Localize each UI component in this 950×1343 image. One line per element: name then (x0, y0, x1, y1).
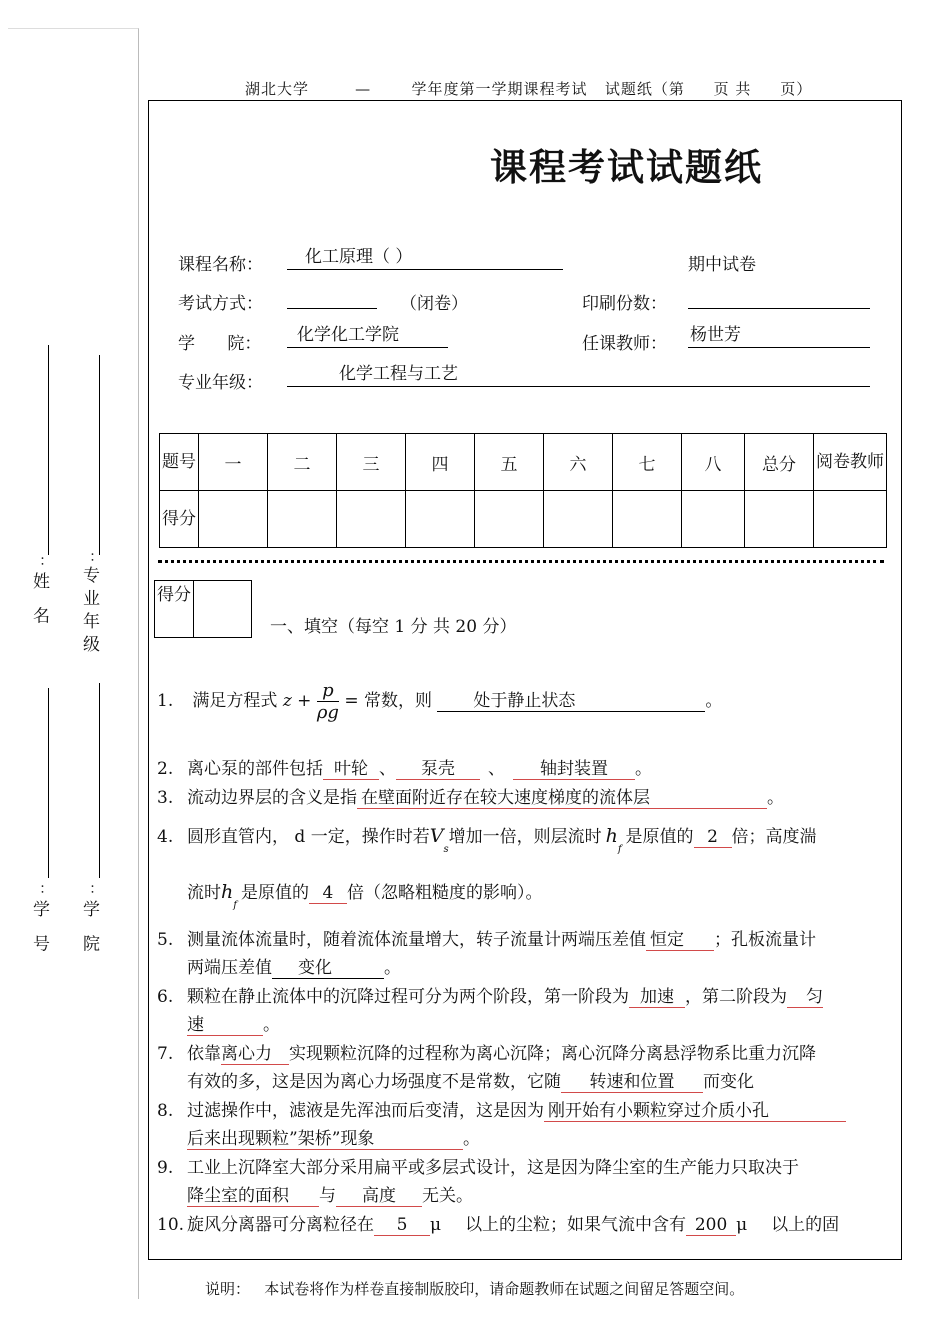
question-6-line-2 (187, 1010, 280, 1036)
answer-blank[interactable]: 泵壳 (396, 754, 480, 780)
page-header: 湖北大学 — 学年度第一学期课程考试 试题纸（第 页 共 页） (245, 80, 813, 98)
col-5: 五 (475, 434, 544, 491)
major-field (287, 364, 870, 387)
question-text: 工业上沉降室大部分采用扁平或多层式设计，这是因为降尘室的生产能力只取决于 (187, 1158, 799, 1178)
question-number: 2. (157, 759, 174, 779)
question-text: 依靠 (187, 1044, 221, 1064)
score-table-score-row (160, 491, 887, 548)
punctuation: 。 (705, 691, 723, 711)
question-text: 满足方程式 (192, 691, 278, 711)
equation-tail: = 常数 (344, 691, 398, 711)
binding-colon-2: ： (80, 552, 96, 566)
question-text: 以上的尘粒；如果气流中含有 (465, 1215, 687, 1235)
question-text: 倍；高度湍 (731, 827, 817, 847)
question-1 (157, 680, 722, 723)
binding-line-left-top (48, 345, 49, 555)
section-title: 一、填空（每空 1 分 共 20 分） (270, 617, 517, 637)
punctuation: 、 (379, 759, 396, 779)
question-text: ；孔板流量计 (714, 930, 816, 950)
course-label: 课程名称： (178, 255, 263, 275)
equation-z: z + (282, 691, 312, 711)
question-9 (157, 1153, 799, 1178)
question-7 (157, 1039, 816, 1065)
fraction-denominator: ρg (316, 702, 339, 723)
score-cell-5[interactable] (475, 491, 544, 548)
col-reviewer: 阅卷教师 (814, 434, 887, 491)
question-text: 与 (319, 1186, 336, 1206)
symbol-subscript: s (443, 844, 449, 855)
question-text: 是原值的 (240, 883, 309, 903)
question-9-line-2 (187, 1181, 473, 1207)
question-text: 实现颗粒沉降的过程称为离心沉降；离心沉降分离悬浮物系比重力沉降 (289, 1044, 816, 1064)
major-label: 专业年级： (178, 373, 263, 393)
question-text: ，则 (398, 691, 432, 711)
copies-label: 印刷份数： (582, 294, 667, 314)
col-2: 二 (268, 434, 337, 491)
question-text: 流时 (187, 883, 221, 903)
score-cell-3[interactable] (337, 491, 406, 548)
binding-id-label: 学 号 (29, 900, 49, 958)
punctuation: 。 (767, 788, 784, 808)
question-text: 倍（忽略粗糙度的影响）。 (346, 883, 543, 903)
teacher-label: 任课教师： (582, 334, 667, 354)
punctuation: 。 (463, 1129, 480, 1149)
section-score-label: 得分 (155, 581, 194, 637)
punctuation: 。 (635, 759, 652, 779)
unit-micro: μ (430, 1215, 442, 1235)
score-cell-8[interactable] (682, 491, 745, 548)
question-2 (157, 754, 652, 780)
question-7-line-2 (187, 1067, 754, 1093)
section-score-box (154, 580, 252, 638)
question-text: 有效的多，这是因为离心力场强度不是常数，它随 (187, 1072, 561, 1092)
row-label-tihao: 题号 (160, 434, 199, 491)
binding-colon-3: ： (30, 884, 46, 898)
college-label: 学 院： (178, 334, 262, 354)
exam-type: 期中试卷 (688, 255, 756, 275)
binding-colon-1: ： (30, 556, 46, 570)
question-10 (157, 1210, 839, 1236)
answer-blank[interactable]: 变化 (272, 953, 384, 979)
answer-blank[interactable]: 高度 (336, 1181, 422, 1207)
answer-blank[interactable]: 处于静止状态 (437, 686, 705, 712)
question-text: ，第二阶段为 (685, 987, 787, 1007)
question-text: 离心泵的部件包括 (187, 759, 323, 779)
answer-blank[interactable]: 匀 (787, 982, 823, 1008)
college-value: 化学化工学院 (297, 325, 399, 345)
binding-line-right-bottom (99, 683, 100, 878)
answer-blank[interactable]: 在壁面附近存在较大速度梯度的流体层 (357, 783, 767, 809)
unit-micro: μ (736, 1215, 748, 1235)
question-number: 6. (157, 987, 174, 1007)
answer-blank[interactable]: 2 (694, 827, 732, 848)
question-number: 3. (157, 788, 174, 808)
punctuation: 。 (384, 958, 401, 978)
question-text: 无关。 (422, 1186, 473, 1206)
score-cell-6[interactable] (544, 491, 613, 548)
fraction-numerator: p (317, 680, 339, 702)
binding-line-right-top (99, 355, 100, 555)
binding-strip (8, 28, 139, 1299)
question-5-line-2 (187, 953, 401, 979)
answer-blank[interactable]: 转速和位置 (561, 1067, 703, 1093)
question-text: 两端压差值 (187, 958, 272, 978)
page-footer: 说明： 本试卷将作为样卷直接制版胶印，请命题教师在试题之间留足答题空间。 (205, 1280, 745, 1298)
col-7: 七 (613, 434, 682, 491)
question-number: 8. (157, 1101, 174, 1121)
page-title: 课程考试试题纸 (490, 146, 763, 189)
dotted-separator (158, 560, 884, 563)
answer-blank[interactable]: 轴封装置 (513, 754, 635, 780)
symbol-V: V (429, 825, 444, 847)
mode-label: 考试方式： (178, 294, 263, 314)
score-table-header-row (160, 434, 887, 491)
mode-field (287, 308, 377, 309)
equation-fraction (317, 680, 339, 723)
score-cell-7[interactable] (613, 491, 682, 548)
teacher-value: 杨世芳 (690, 325, 741, 345)
question-text: 过滤操作中，滤液是先浑浊而后变清，这是因为 (187, 1101, 544, 1121)
answer-blank[interactable]: 降尘室的面积 (187, 1181, 319, 1207)
question-text: 而变化 (703, 1072, 754, 1092)
answer-blank[interactable]: 4 (309, 883, 347, 904)
question-5 (157, 925, 816, 951)
score-cell-total[interactable] (745, 491, 814, 548)
punctuation: 、 (488, 759, 505, 779)
question-text: 旋风分离器可分离粒径在 (187, 1215, 374, 1235)
answer-blank[interactable]: 5 (374, 1215, 430, 1236)
col-total: 总分 (745, 434, 814, 491)
symbol-h: h (221, 881, 234, 903)
binding-line-left-bottom (48, 688, 49, 878)
question-3 (157, 783, 784, 809)
answer-blank[interactable]: 恒定 (646, 925, 714, 951)
question-text: 以上的固 (771, 1215, 840, 1235)
question-8 (157, 1096, 846, 1122)
answer-blank[interactable]: 200 (686, 1215, 736, 1236)
binding-name-label: 姓 名 (29, 572, 49, 630)
punctuation: 。 (263, 1015, 280, 1035)
college-field (287, 325, 448, 348)
answer-blank[interactable]: 刚开始有小颗粒穿过介质小孔 (544, 1096, 846, 1122)
binding-colon-4: ： (80, 884, 96, 898)
question-text: 颗粒在静止流体中的沉降过程可分为两个阶段，第一阶段为 (187, 987, 629, 1007)
symbol-subscript: f (617, 844, 622, 855)
question-text: 增加一倍，则层流时 (448, 827, 602, 847)
col-4: 四 (406, 434, 475, 491)
course-value: 化工原理（ ） (305, 247, 413, 267)
question-number: 7. (157, 1044, 174, 1064)
question-number: 10. (157, 1215, 185, 1235)
binding-grade-label: 专业年级 (79, 566, 99, 658)
score-cell-2[interactable] (268, 491, 337, 548)
question-8-line-2 (187, 1124, 480, 1150)
question-text: 是原值的 (625, 827, 694, 847)
question-number: 4. (157, 827, 174, 847)
col-6: 六 (544, 434, 613, 491)
mode-value: （闭卷） (400, 294, 468, 314)
question-number: 5. (157, 930, 174, 950)
answer-blank[interactable]: 速 (187, 1010, 263, 1036)
question-text: 圆形直管内， d 一定，操作时若 (187, 827, 430, 847)
score-table (159, 433, 887, 548)
score-cell-1[interactable] (199, 491, 268, 548)
answer-blank[interactable]: 离心力 (221, 1039, 289, 1065)
col-8: 八 (682, 434, 745, 491)
course-field (287, 247, 563, 270)
question-number: 9. (157, 1158, 174, 1178)
col-3: 三 (337, 434, 406, 491)
score-cell-4[interactable] (406, 491, 475, 548)
question-text: 流动边界层的含义是指 (187, 788, 357, 808)
row-label-defen: 得分 (160, 491, 199, 548)
symbol-subscript: f (233, 900, 237, 911)
copies-field (688, 308, 870, 309)
binding-school-label: 学 院 (79, 900, 99, 958)
answer-blank[interactable]: 加速 (629, 982, 685, 1008)
answer-blank[interactable]: 后来出现颗粒”架桥”现象 (187, 1124, 463, 1150)
teacher-field (688, 325, 870, 348)
answer-blank[interactable]: 叶轮 (323, 754, 379, 780)
score-cell-reviewer[interactable] (814, 491, 887, 548)
question-text: 测量流体流量时，随着流体流量增大，转子流量计两端压差值 (187, 930, 646, 950)
question-4 (157, 822, 817, 855)
symbol-h: h (605, 825, 618, 847)
question-4-line-2 (187, 878, 543, 911)
question-number: 1. (157, 691, 174, 711)
major-value: 化学工程与工艺 (339, 364, 458, 384)
question-6 (157, 982, 823, 1008)
col-1: 一 (199, 434, 268, 491)
